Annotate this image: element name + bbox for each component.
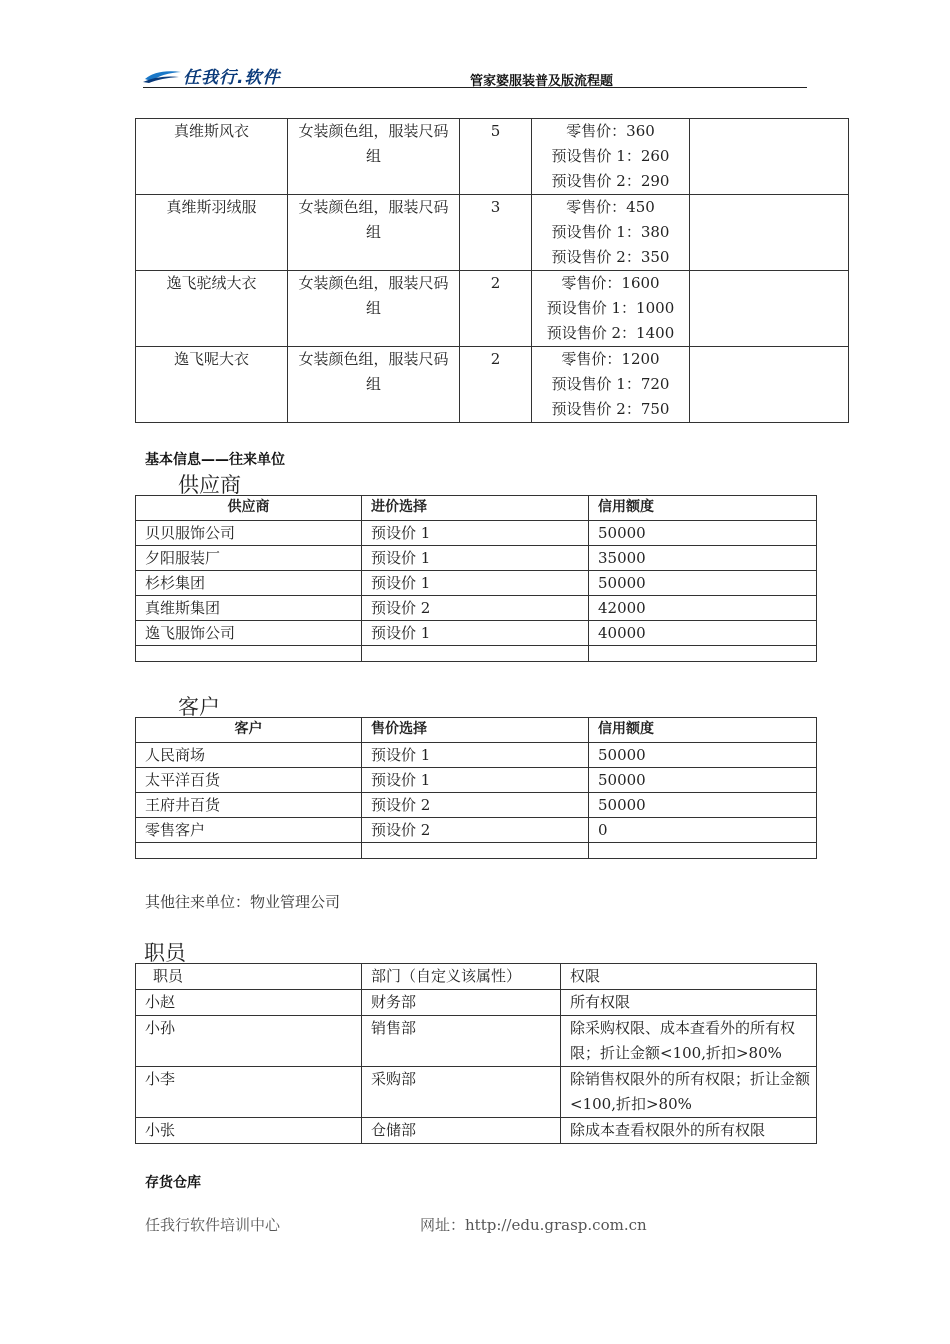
table-cell: 小李 xyxy=(136,1067,362,1118)
staff-title: 职员 xyxy=(144,941,186,965)
customers-title: 客户 xyxy=(178,695,220,719)
product-attributes: 女装颜色组，服装尺码组 xyxy=(288,271,460,347)
customer-row xyxy=(136,793,817,818)
customers-header-credit: 信用额度 xyxy=(589,718,817,743)
table-cell: 小孙 xyxy=(136,1016,362,1067)
product-attributes: 女装颜色组，服装尺码组 xyxy=(288,347,460,423)
table-cell: 预设价 1 xyxy=(362,768,589,793)
table-cell: 零售客户 xyxy=(136,818,362,843)
product-quantity: 2 xyxy=(460,347,532,423)
supplier-row xyxy=(136,521,817,546)
table-cell: 预设价 1 xyxy=(362,546,589,571)
customers-table xyxy=(135,717,817,859)
customer-row xyxy=(136,768,817,793)
table-cell: 预设价 1 xyxy=(362,621,589,646)
logo-swoosh-icon xyxy=(143,69,183,83)
price-line: 预设售价 1：260 xyxy=(551,147,670,165)
table-cell: 所有权限 xyxy=(561,990,817,1016)
table-cell: 夕阳服装厂 xyxy=(136,546,362,571)
table-cell: 预设价 1 xyxy=(362,743,589,768)
table-cell xyxy=(136,843,362,859)
table-cell: 预设价 2 xyxy=(362,596,589,621)
suppliers-header-price: 进价选择 xyxy=(362,496,589,521)
footer-website: 网址：http://edu.grasp.com.cn xyxy=(420,1216,647,1234)
staff-row xyxy=(136,1016,817,1067)
suppliers-table xyxy=(135,495,817,662)
table-cell: 0 xyxy=(589,818,817,843)
table-cell: 50000 xyxy=(589,743,817,768)
table-cell: 小赵 xyxy=(136,990,362,1016)
product-quantity: 5 xyxy=(460,119,532,195)
price-line: 零售价：1200 xyxy=(561,350,660,368)
table-cell: 50000 xyxy=(589,768,817,793)
table-cell xyxy=(589,843,817,859)
table-cell: 财务部 xyxy=(362,990,561,1016)
product-row xyxy=(136,119,849,195)
product-prices xyxy=(532,271,690,347)
table-cell: 逸飞服饰公司 xyxy=(136,621,362,646)
table-cell: 预设价 1 xyxy=(362,521,589,546)
table-cell: 除销售权限外的所有权限；折让金额<100,折扣>80% xyxy=(561,1067,817,1118)
table-cell: 人民商场 xyxy=(136,743,362,768)
customer-row xyxy=(136,743,817,768)
table-cell: 仓储部 xyxy=(362,1118,561,1144)
suppliers-header-credit: 信用额度 xyxy=(589,496,817,521)
price-line: 零售价：1600 xyxy=(561,274,660,292)
product-name: 逸飞呢大衣 xyxy=(136,347,288,423)
product-attributes: 女装颜色组，服装尺码组 xyxy=(288,195,460,271)
table-cell: 贝贝服饰公司 xyxy=(136,521,362,546)
other-units-text: 其他往来单位：物业管理公司 xyxy=(145,893,341,911)
product-attributes: 女装颜色组，服装尺码组 xyxy=(288,119,460,195)
table-cell: 太平洋百货 xyxy=(136,768,362,793)
price-line: 预设售价 2：290 xyxy=(551,172,670,190)
price-line: 预设售价 1：1000 xyxy=(546,299,675,317)
customers-header-name: 客户 xyxy=(136,718,362,743)
product-name: 逸飞驼绒大衣 xyxy=(136,271,288,347)
suppliers-title: 供应商 xyxy=(178,473,241,497)
table-cell: 40000 xyxy=(589,621,817,646)
price-line: 预设售价 1：380 xyxy=(551,223,670,241)
product-name: 真维斯羽绒服 xyxy=(136,195,288,271)
product-prices xyxy=(532,195,690,271)
staff-header-rights: 权限 xyxy=(561,964,817,990)
price-line: 预设售价 2：1400 xyxy=(546,324,675,342)
table-cell: 50000 xyxy=(589,793,817,818)
customer-row xyxy=(136,843,817,859)
product-quantity: 2 xyxy=(460,271,532,347)
footer-company: 任我行软件培训中心 xyxy=(145,1216,281,1234)
table-cell xyxy=(362,646,589,662)
staff-row xyxy=(136,1118,817,1144)
customer-row xyxy=(136,818,817,843)
price-line: 预设售价 2：750 xyxy=(551,400,670,418)
company-logo xyxy=(143,62,303,90)
header-divider xyxy=(143,87,807,88)
product-row xyxy=(136,195,849,271)
supplier-row xyxy=(136,646,817,662)
table-cell: 50000 xyxy=(589,521,817,546)
staff-table xyxy=(135,963,817,1144)
product-note xyxy=(690,271,849,347)
table-cell xyxy=(589,646,817,662)
price-line: 预设售价 2：350 xyxy=(551,248,670,266)
supplier-row xyxy=(136,621,817,646)
supplier-row xyxy=(136,546,817,571)
product-prices xyxy=(532,347,690,423)
table-cell: 35000 xyxy=(589,546,817,571)
product-note xyxy=(690,119,849,195)
customers-header-price: 售价选择 xyxy=(362,718,589,743)
product-prices xyxy=(532,119,690,195)
logo-text: 任我行.软件 xyxy=(183,68,281,88)
table-cell xyxy=(136,646,362,662)
table-cell: 除成本查看权限外的所有权限 xyxy=(561,1118,817,1144)
table-cell: 预设价 2 xyxy=(362,793,589,818)
table-cell: 采购部 xyxy=(362,1067,561,1118)
suppliers-header-name: 供应商 xyxy=(136,496,362,521)
product-row xyxy=(136,271,849,347)
price-line: 零售价：360 xyxy=(566,122,655,140)
table-cell: 除采购权限、成本查看外的所有权限；折让金额<100,折扣>80% xyxy=(561,1016,817,1067)
supplier-row xyxy=(136,571,817,596)
table-cell xyxy=(362,843,589,859)
staff-row xyxy=(136,1067,817,1118)
table-cell: 杉杉集团 xyxy=(136,571,362,596)
product-table xyxy=(135,118,849,423)
product-row xyxy=(136,347,849,423)
product-name: 真维斯风衣 xyxy=(136,119,288,195)
table-cell: 小张 xyxy=(136,1118,362,1144)
table-cell: 王府井百货 xyxy=(136,793,362,818)
table-cell: 42000 xyxy=(589,596,817,621)
table-cell: 真维斯集团 xyxy=(136,596,362,621)
product-note xyxy=(690,195,849,271)
product-quantity: 3 xyxy=(460,195,532,271)
table-cell: 预设价 2 xyxy=(362,818,589,843)
inventory-heading: 存货仓库 xyxy=(145,1175,201,1191)
staff-row xyxy=(136,990,817,1016)
staff-header-dept: 部门（自定义该属性） xyxy=(362,964,561,990)
price-line: 零售价：450 xyxy=(566,198,655,216)
document-title: 管家婆服装普及版流程题 xyxy=(470,74,614,89)
staff-header-name: 职员 xyxy=(136,964,362,990)
price-line: 预设售价 1：720 xyxy=(551,375,670,393)
table-cell: 预设价 1 xyxy=(362,571,589,596)
table-cell: 销售部 xyxy=(362,1016,561,1067)
product-note xyxy=(690,347,849,423)
basic-info-heading: 基本信息——往来单位 xyxy=(145,452,285,468)
table-cell: 50000 xyxy=(589,571,817,596)
supplier-row xyxy=(136,596,817,621)
